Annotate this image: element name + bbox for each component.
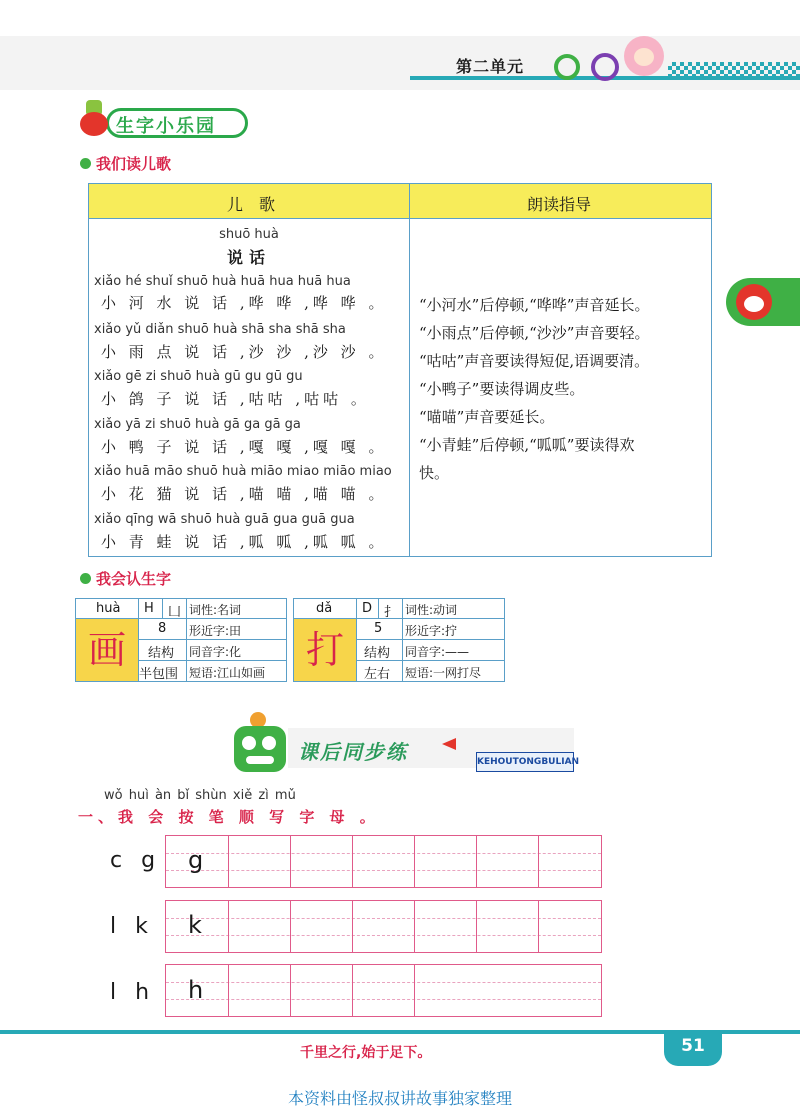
card-rule <box>378 599 379 618</box>
char-structure: 半包围 <box>139 667 179 682</box>
writing-grid[interactable] <box>165 900 602 953</box>
column-divider <box>409 184 410 556</box>
poem-pinyin-line: xiǎo gē zi shuō huà gū gu gū gu <box>94 369 303 384</box>
exercise-pinyin: wǒ huì àn bǐ shùn xiě zì mǔ <box>104 788 296 803</box>
green-ring-decoration <box>554 54 580 80</box>
poem-line: 小 花 猫 说 话 ,喵 喵 ,喵 喵 。 <box>101 485 388 503</box>
writing-grid[interactable] <box>165 835 602 888</box>
page-number: 51 <box>681 1036 705 1056</box>
poem-heading <box>80 153 171 174</box>
char-radical: 扌 <box>384 605 398 620</box>
card-rule <box>186 599 187 681</box>
credit-line: 本资料由怪叔叔讲故事独家整理 <box>287 1089 512 1108</box>
practice-banner <box>230 712 580 776</box>
col-poem-header: 儿 歌 <box>227 195 276 214</box>
footer-motto: 千里之行,始于足下。 <box>300 1045 432 1061</box>
char-card-da <box>293 598 505 682</box>
struct-label: 结构 <box>148 646 175 661</box>
char-heading <box>80 568 171 589</box>
reading-guide-line: “小雨点”后停顿,“沙沙”声音要轻。 <box>419 324 650 342</box>
model-letter: k <box>188 911 202 939</box>
purple-ring-decoration <box>591 53 619 81</box>
poem-line: 小 河 水 说 话 ,哗 哗 ,哗 哗 。 <box>101 294 388 312</box>
char-phrase: 短语:江山如画 <box>189 666 266 680</box>
char-structure: 左右 <box>364 667 391 682</box>
poem-pinyin-line: xiǎo yā zi shuō huà gā ga gā ga <box>94 417 301 432</box>
poem-line: 小 鸽 子 说 话 ,咕咕 ,咕咕 。 <box>101 390 370 408</box>
poem-line: 小 青 蛙 说 话 ,呱 呱 ,呱 呱 。 <box>101 533 388 551</box>
char-homophone: 同音字:—— <box>405 645 470 659</box>
exercise-letters: l h <box>110 980 156 1005</box>
reading-guide-line: “小河水”后停顿,“哗哗”声音延长。 <box>419 296 650 314</box>
reading-guide-line: “小青蛙”后停顿,“呱呱”要读得欢 <box>419 436 635 454</box>
big-char: 画 <box>87 628 126 672</box>
checker-decoration <box>668 62 800 78</box>
section-title: 生字小乐园 <box>116 116 216 137</box>
poem-heading-text: 我们读儿歌 <box>96 155 172 173</box>
char-card-hua <box>75 598 287 682</box>
card-rule <box>162 599 163 618</box>
exercise-title: 一、我 会 按 笔 顺 写 字 母 。 <box>78 808 380 826</box>
char-pinyin: dǎ <box>316 601 333 616</box>
col-guide-header: 朗读指导 <box>527 195 592 214</box>
poem-pinyin-line: xiǎo huā māo shuō huà miāo miao miāo miao <box>94 464 392 479</box>
struct-label: 结构 <box>364 646 391 661</box>
poem-table-header <box>89 184 711 219</box>
card-rule <box>356 639 504 640</box>
card-rule <box>402 599 403 681</box>
char-phrase: 短语:一网打尽 <box>405 666 482 680</box>
char-pos: 词性:动词 <box>405 603 458 617</box>
arrow-icon <box>442 738 456 750</box>
poem-title: 说话 <box>226 248 271 267</box>
poem-line: 小 雨 点 说 话 ,沙 沙 ,沙 沙 。 <box>101 343 388 361</box>
char-similar: 形近字:拧 <box>405 624 458 638</box>
char-heading-text: 我会认生字 <box>96 570 172 588</box>
exercise-letters: c g <box>110 848 162 873</box>
card-rule <box>138 639 286 640</box>
poem-pinyin-line: xiǎo qīng wā shuō huà guā gua guā gua <box>94 512 355 527</box>
poem-title-pinyin: shuō huà <box>219 227 279 242</box>
char-radical: 凵 <box>168 605 182 620</box>
reading-guide-line: 快。 <box>419 464 450 482</box>
cat-face-icon <box>736 284 772 320</box>
exercise-letters: l k <box>110 914 154 939</box>
section-banner <box>76 100 250 146</box>
card-rule <box>294 618 504 619</box>
char-strokes: 5 <box>374 621 383 636</box>
bullet-dot-icon <box>80 158 91 169</box>
reading-guide-line: “咕咕”声音要读得短促,语调要清。 <box>419 352 650 370</box>
card-rule <box>356 599 357 681</box>
reading-guide-line: “喵喵”声音要延长。 <box>419 408 555 426</box>
mascot-icon <box>76 100 112 142</box>
unit-title: 第二单元 <box>456 57 525 76</box>
girl-mascot-icon <box>624 36 664 76</box>
poem-pinyin-line: xiǎo hé shuǐ shuō huà huā hua huā hua <box>94 274 351 289</box>
model-letter: g <box>188 846 204 874</box>
practice-title-en: KEHOUTONGBULIAN <box>476 752 574 772</box>
poem-table <box>88 183 712 557</box>
poem-pinyin-line: xiǎo yǔ diǎn shuō huà shā sha shā sha <box>94 322 346 337</box>
char-letter: D <box>362 601 373 616</box>
reading-guide-line: “小鸭子”要读得调皮些。 <box>419 380 585 398</box>
practice-title: 课后同步练 <box>298 740 408 764</box>
poem-line: 小 鸭 子 说 话 ,嘎 嘎 ,嘎 嘎 。 <box>101 438 388 456</box>
big-char: 打 <box>305 628 344 672</box>
side-tab <box>726 278 800 326</box>
bullet-dot-icon <box>80 573 91 584</box>
char-strokes: 8 <box>158 621 167 636</box>
char-letter: H <box>144 601 154 616</box>
char-pinyin: huà <box>96 601 121 616</box>
char-similar: 形近字:田 <box>189 624 242 638</box>
model-letter: h <box>188 976 204 1004</box>
monster-mascot-icon <box>234 726 286 772</box>
writing-grid[interactable] <box>165 964 602 1017</box>
char-homophone: 同音字:化 <box>189 645 242 659</box>
char-pos: 词性:名词 <box>189 603 242 617</box>
